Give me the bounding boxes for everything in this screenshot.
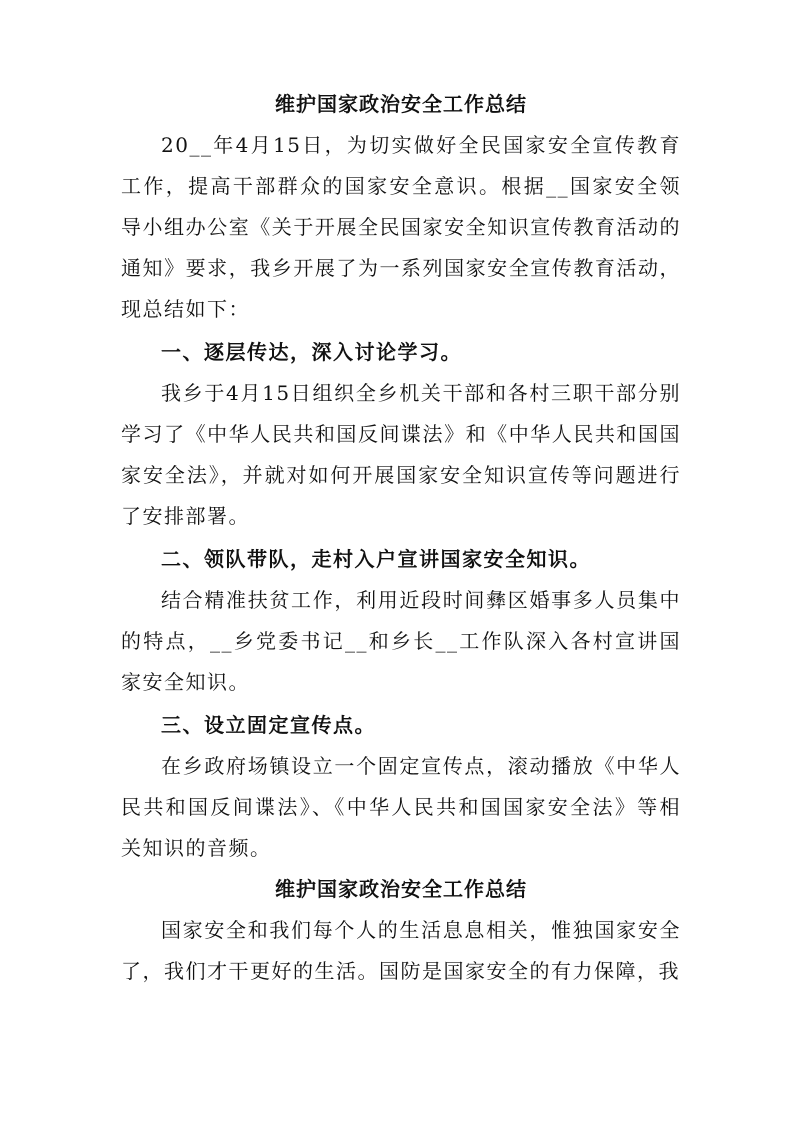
second-document-body: 国家安全和我们每个人的生活息息相关，惟独国家安全了，我们才干更好的生活。国防是国家安全的有力保障，我 bbox=[121, 918, 681, 983]
second-document-title: 维护国家政治安全工作总结 bbox=[275, 877, 527, 901]
section-1-body: 我乡于4月15日组织全乡机关干部和各村三职干部分别学习了《中华人民共和国反间谍法》和《中华人民共和国国家安全法》，并就对如何开展国家安全知识宣传等问题进行了安排部署。 bbox=[121, 381, 681, 528]
section-2-heading: 二、领队带队，走村入户宣讲国家安全知识。 bbox=[161, 547, 591, 571]
section-3-heading: 三、设立固定宣传点。 bbox=[161, 713, 376, 737]
document-title: 维护国家政治安全工作总结 bbox=[275, 92, 527, 116]
section-3-body: 在乡政府场镇设立一个固定宣传点，滚动播放《中华人民共和国反间谍法》、《中华人民共和国国家安全法》等相关知识的音频。 bbox=[121, 754, 681, 860]
document-page bbox=[121, 84, 681, 992]
section-1-heading: 一、逐层传达，深入讨论学习。 bbox=[161, 340, 462, 364]
intro-paragraph: 20__年4月15日，为切实做好全民国家安全宣传教育工作，提高干部群众的国家安全意识。根据__国家安全领导小组办公室《关于开展全民国家安全知识宣传教育活动的通知》要求，我乡开展了为一系列国家安全宣传教育活动，现总结如下： bbox=[121, 133, 681, 321]
section-2-body: 结合精准扶贫工作，利用近段时间彝区婚事多人员集中的特点，__乡党委书记__和乡长__工作队深入各村宣讲国家安全知识。 bbox=[121, 588, 681, 694]
